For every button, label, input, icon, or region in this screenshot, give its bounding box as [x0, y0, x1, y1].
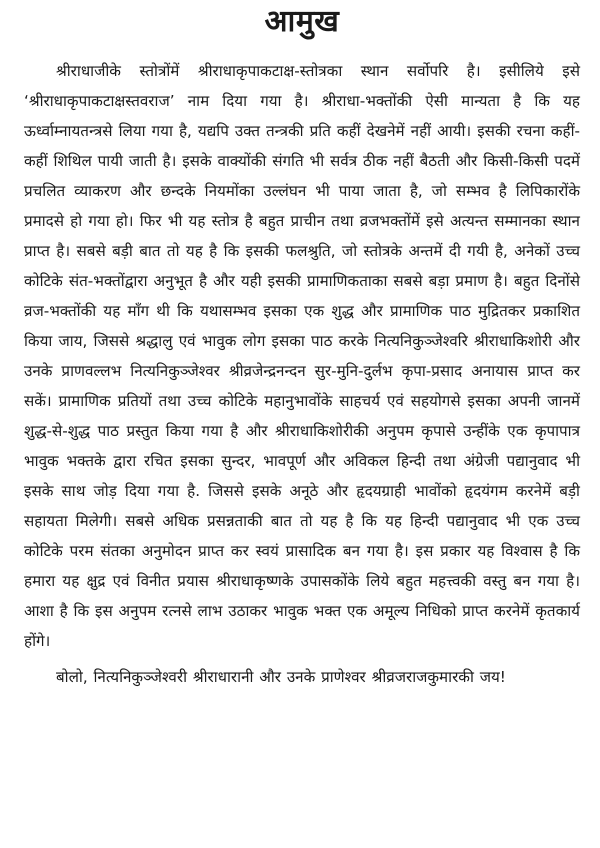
main-paragraph: श्रीराधाजीके स्तोत्रोंमें श्रीराधाकृपाकटाक्ष-स्तोत्रका स्थान सर्वोपरि है। इसीलिये इसे ‘श्रीराधाकृपाकटाक्षस्तवराज’ नाम दिया गया है। श्रीराधा-भक्तोंकी ऐसी मान्यता है कि यह ऊर्ध्वाम्नायतन्त्रसे लिया गया है, यद्यपि उक्त तन्त्रकी प्रति कहीं देखनेमें नहीं आयी। इसकी रचना कहीं-कहीं शिथिल पायी जाती है। इसके वाक्योंकी संगति भी सर्वत्र ठीक नहीं बैठती और किसी-किसी पदमें प्रचलित व्याकरण और छन्दके नियमोंका उल्लंघन भी पाया जाता है, जो सम्भव है लिपिकारोंके प्रमादसे हो गया हो। फिर भी यह स्तोत्र है बहुत प्राचीन तथा व्रजभक्तोंमें इसे अत्यन्त सम्मानका स्थान प्राप्त है। सबसे बड़ी बात तो यह है कि इसकी फलश्रुति, जो स्तोत्रके अन्तमें दी गयी है, अनेकों उच्च कोटिके संत-भक्तोंद्वारा अनुभूत है और यही इसकी प्रामाणिकताका सबसे बड़ा प्रमाण है। बहुत दिनोंसे व्रज-भक्तोंकी यह माँग थी कि यथासम्भव इसका एक शुद्ध और प्रामाणिक पाठ मुद्रितकर प्रकाशित किया जाय, जिससे श्रद्धालु एवं भावुक लोग इसका पाठ करके नित्यनिकुञ्जेश्वरि श्रीराधाकिशोरी और उनके प्राणवल्लभ नित्यनिकुञ्जेश्वर श्रीव्रजेन्द्रनन्दन सुर-मुनि-दुर्लभ कृपा-प्रसाद अनायास प्राप्त कर सकें। प्रामाणिक प्रतियों तथा उच्च कोटिके महानुभावोंके साहचर्य एवं सहयोगसे इसका अपनी जानमें शुद्ध-से-शुद्ध पाठ प्रस्तुत किया गया है और श्रीराधाकिशोरीकी अनुपम कृपासे उन्हींके एक कृपापात्र भावुक भक्तके द्वारा रचित इसका सुन्दर, भावपूर्ण और अविकल हिन्दी तथा अंग्रेजी पद्यानुवाद भी इसके साथ जोड़ दिया गया है. जिससे इसके अनूठे और हृदयग्राही भावोंको हृदयंगम करनेमें बड़ी सहायता मिलेगी। सबसे अधिक प्रसन्नताकी बात तो यह है कि यह हिन्दी पद्यानुवाद भी एक उच्च कोटिके परम संतका अनुमोदन प्राप्त कर स्वयं प्रासादिक बन गया है। इस प्रकार यह विश्वास है कि हमारा यह क्षुद्र एवं विनीत प्रयास श्रीराधाकृष्णके उपासकोंके लिये बहुत महत्त्वकी वस्तु बन गया है। आशा है कि इस अनुपम रत्नसे लाभ उठाकर भावुक भक्त एक अमूल्य निधिको प्राप्त करनेमें कृतकार्य होंगे। [24, 62, 580, 650]
body-text [24, 56, 580, 692]
page-title: आमुख [264, 4, 340, 39]
closing-line: बोलो, नित्यनिकुञ्जेश्वरी श्रीराधारानी और उनके प्राणेश्वर श्रीव्रजराजकुमारकी जय! [56, 668, 506, 686]
